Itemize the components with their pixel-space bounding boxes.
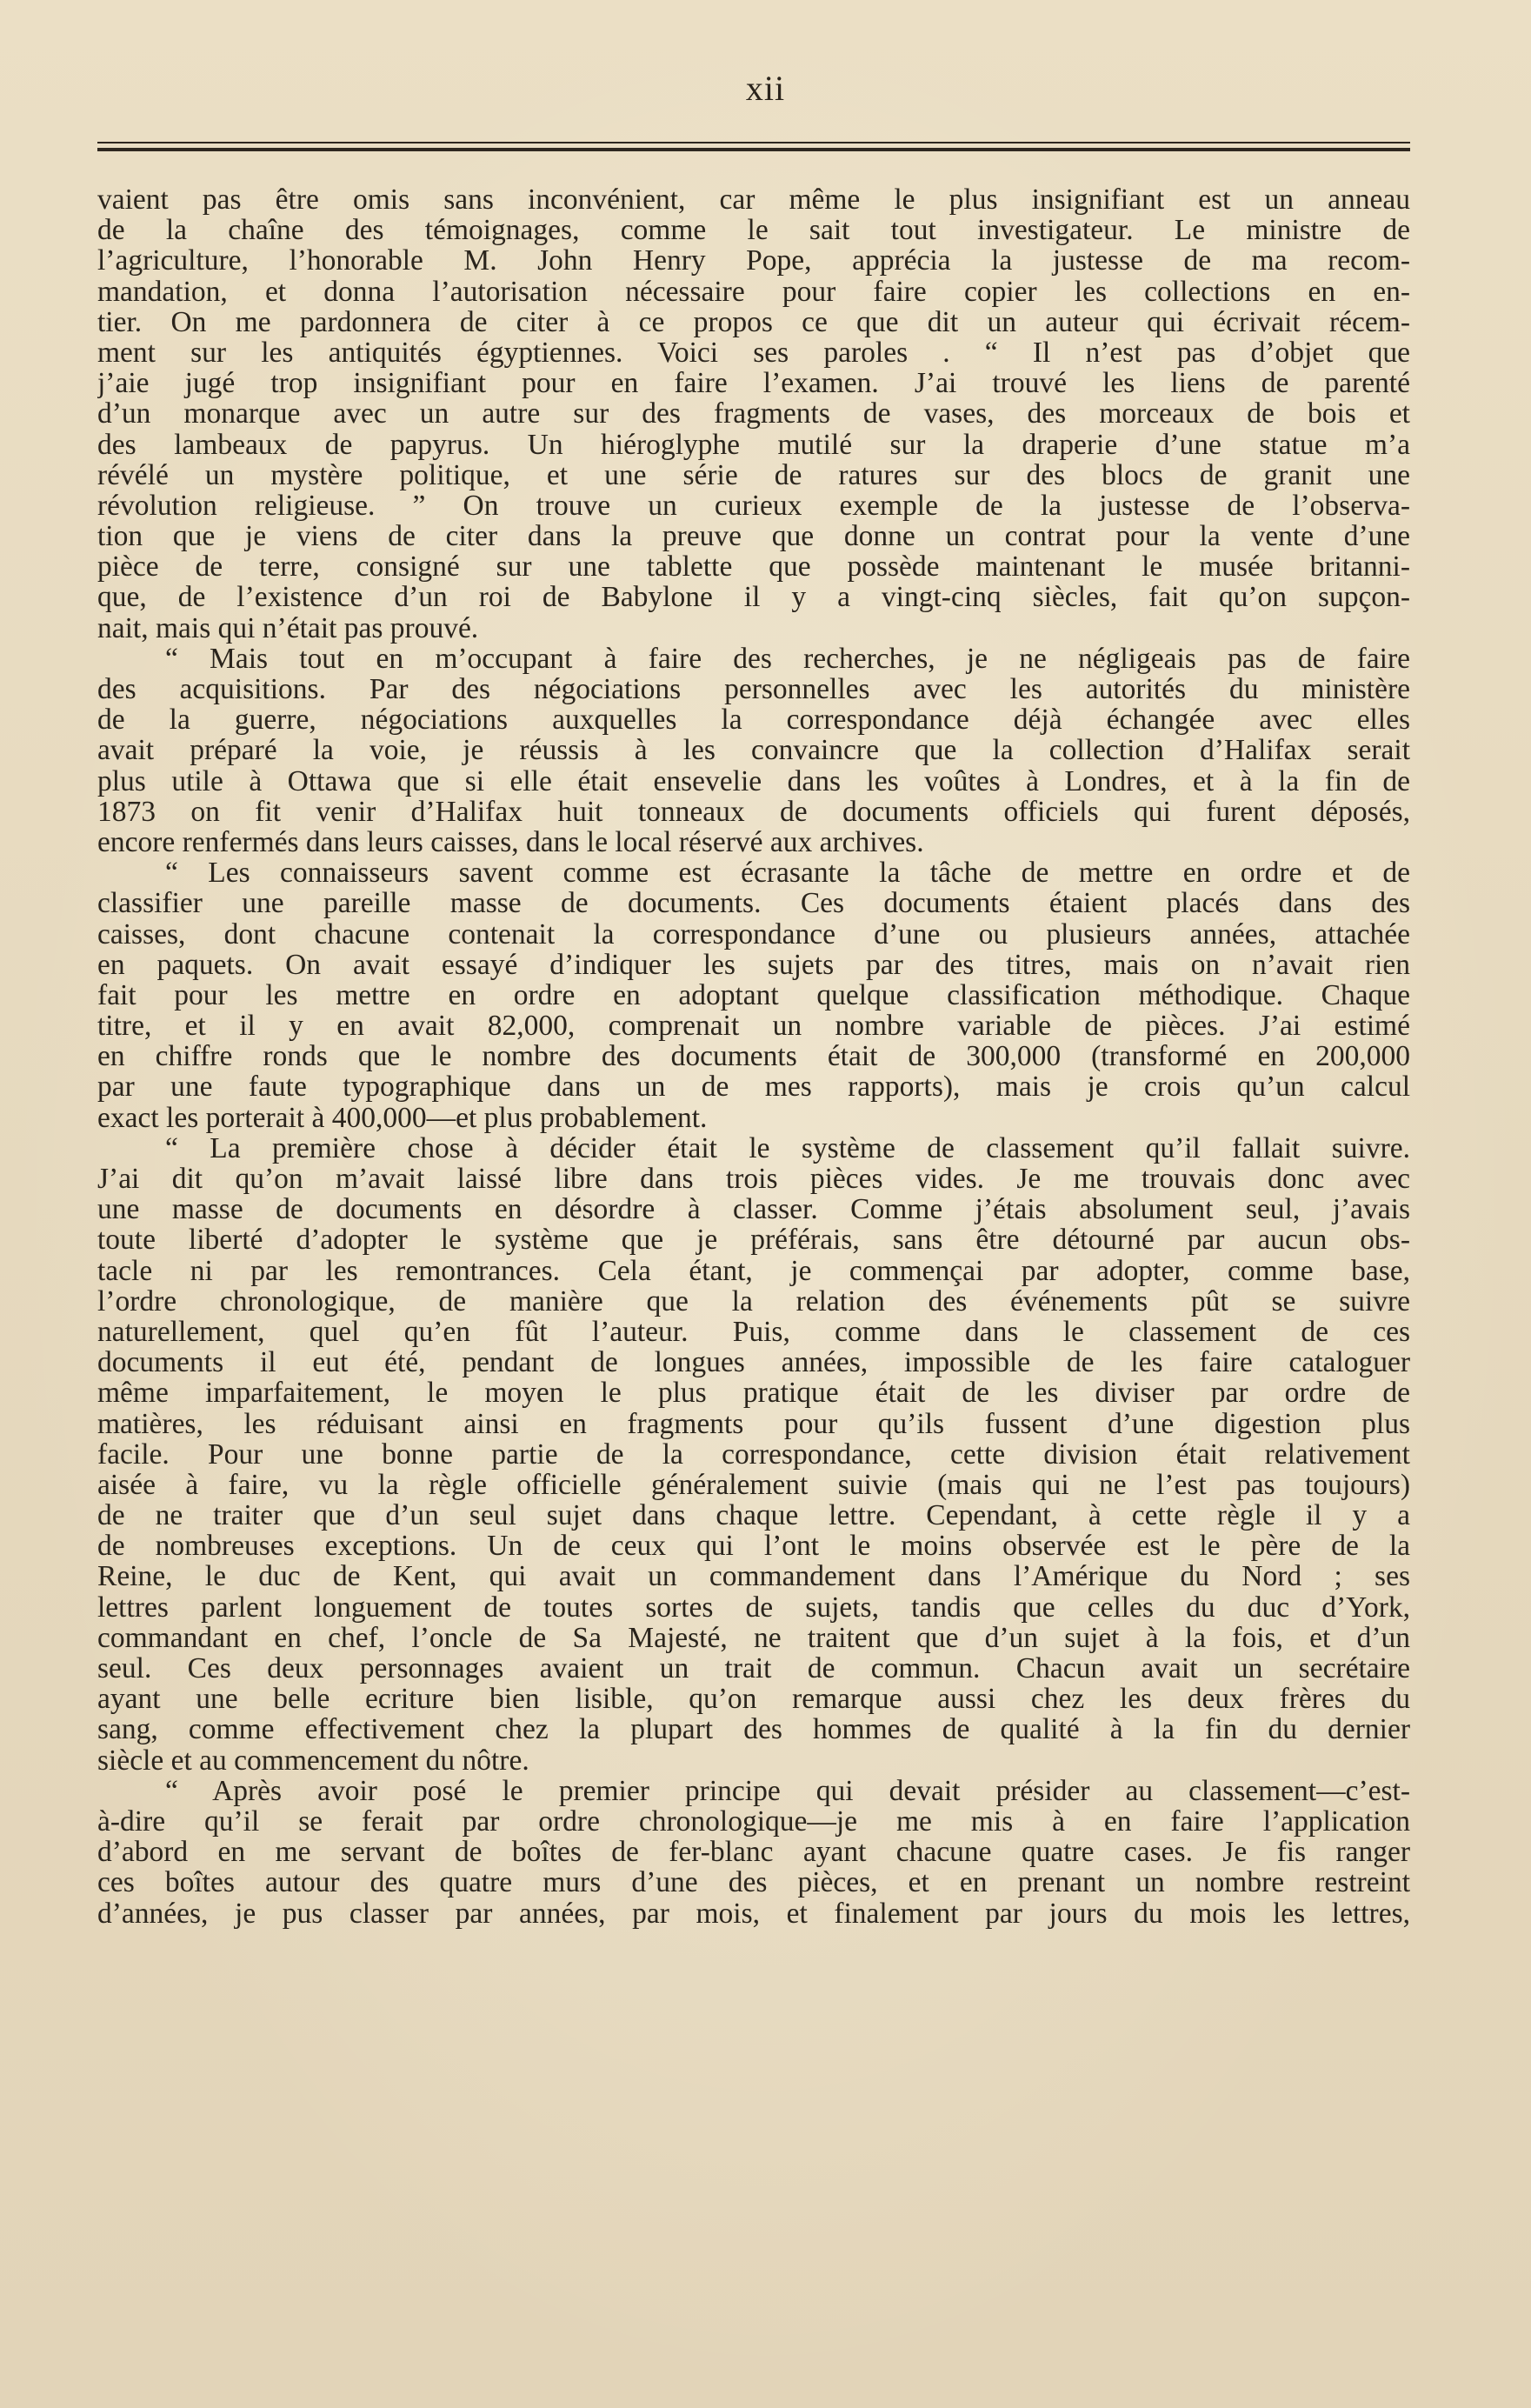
- text-line: l’agriculture, l’honorable M. John Henry Pope, apprécia la justesse de ma recom-: [97, 245, 1410, 277]
- text-line: de la chaîne des témoignages, comme le sait tout investigateur. Le ministre de: [97, 215, 1410, 246]
- text-line: naturellement, quel qu’en fût l’auteur. Puis, comme dans le classement de ces: [97, 1316, 1410, 1348]
- text-line: siècle et au commencement du nôtre.: [97, 1744, 529, 1776]
- text-line: aisée à faire, vu la règle officielle généralement suivie (mais qui ne l’est pas toujours): [97, 1469, 1410, 1501]
- text-line: classifier une pareille masse de documents. Ces documents étaient placés dans des: [97, 888, 1410, 919]
- text-line: “ Après avoir posé le premier principe qui devait présider au classement—c’est-: [165, 1775, 1410, 1806]
- text-line: caisses, dont chacune contenait la correspondance d’une ou plusieurs années, attachée: [97, 918, 1410, 950]
- text-line: d’années, je pus classer par années, par mois, et finalement par jours du mois les lettres,: [97, 1898, 1410, 1929]
- text-line: une masse de documents en désordre à classer. Comme j’étais absolument seul, j’avais: [97, 1194, 1410, 1225]
- text-line: ayant une belle ecriture bien lisible, qu’on remarque aussi chez les deux frères du: [97, 1684, 1410, 1715]
- body-text: [97, 184, 1410, 1929]
- text-line: avait préparé la voie, je réussis à les convaincre que la collection d’Halifax serait: [97, 735, 1410, 766]
- text-line: vaient pas être omis sans inconvénient, car même le plus insignifiant est un anneau: [97, 184, 1410, 216]
- text-line: commandant en chef, l’oncle de Sa Majesté, ne traitent que d’un sujet à la fois, et d’un: [97, 1622, 1410, 1653]
- text-line: titre, et il y en avait 82,000, comprenait un nombre variable de pièces. J’ai estimé: [97, 1011, 1410, 1042]
- text-line: matières, les réduisant ainsi en fragments pour qu’ils fussent d’une digestion plus: [97, 1408, 1410, 1439]
- text-line: de la guerre, négociations auxquelles la correspondance déjà échangée avec elles: [97, 704, 1410, 736]
- header-rule-thin: [97, 142, 1410, 143]
- text-line: révolution religieuse. ” On trouve un curieux exemple de la justesse de l’observa-: [97, 490, 1410, 522]
- text-line: plus utile à Ottawa que si elle était ensevelie dans les voûtes à Londres, et à la fin de: [97, 765, 1410, 797]
- text-line: d’abord en me servant de boîtes de fer-blanc ayant chacune quatre cases. Je fis ranger: [97, 1837, 1410, 1868]
- text-line: Reine, le duc de Kent, qui avait un commandement dans l’Amérique du Nord ; ses: [97, 1561, 1410, 1592]
- text-line: ces boîtes autour des quatre murs d’une des pièces, et en prenant un nombre restreint: [97, 1867, 1410, 1898]
- text-line: 1873 on fit venir d’Halifax huit tonneaux de documents officiels qui furent déposés,: [97, 796, 1410, 827]
- text-line: mandation, et donna l’autorisation nécessaire pour faire copier les collections en en-: [97, 276, 1410, 307]
- text-line: en paquets. On avait essayé d’indiquer les sujets par des titres, mais on n’avait rien: [97, 949, 1410, 980]
- text-line: documents il eut été, pendant de longues années, impossible de les faire cataloguer: [97, 1347, 1410, 1378]
- text-line: par une faute typographique dans un de mes rapports), mais je crois qu’un calcul: [97, 1071, 1410, 1103]
- text-line: de ne traiter que d’un seul sujet dans chaque lettre. Cependant, à cette règle il y a: [97, 1500, 1410, 1531]
- text-line: lettres parlent longuement de toutes sortes de sujets, tandis que celles du duc d’York,: [97, 1591, 1410, 1623]
- text-line: toute liberté d’adopter le système que je préférais, sans être détourné par aucun obs-: [97, 1224, 1410, 1256]
- text-line: J’ai dit qu’on m’avait laissé libre dans trois pièces vides. Je me trouvais donc avec: [97, 1164, 1410, 1195]
- text-line: tion que je viens de citer dans la preuve que donne un contrat pour la vente d’une: [97, 521, 1410, 552]
- text-line: “ Mais tout en m’occupant à faire des recherches, je ne négligeais pas de faire: [165, 643, 1410, 674]
- header-rule-thick: [97, 148, 1410, 151]
- text-line: sang, comme effectivement chez la plupart des hommes de qualité à la fin du dernier: [97, 1714, 1410, 1745]
- text-line: en chiffre ronds que le nombre des documents était de 300,000 (transformé en 200,000: [97, 1041, 1410, 1072]
- text-line: ment sur les antiquités égyptiennes. Voici ses paroles . “ Il n’est pas d’objet que: [97, 337, 1410, 369]
- text-line: j’aie jugé trop insignifiant pour en faire l’examen. J’ai trouvé les liens de parenté: [97, 368, 1410, 399]
- text-line: fait pour les mettre en ordre en adoptant quelque classification méthodique. Chaque: [97, 979, 1410, 1011]
- text-line: encore renfermés dans leurs caisses, dans le local réservé aux archives.: [97, 826, 924, 858]
- text-line: tacle ni par les remontrances. Cela étant, je commençai par adopter, comme base,: [97, 1255, 1410, 1286]
- text-line: pièce de terre, consigné sur une tablette que possède maintenant le musée britanni-: [97, 551, 1410, 583]
- text-line: révélé un mystère politique, et une série de ratures sur des blocs de granit une: [97, 459, 1410, 490]
- text-line: nait, mais qui n’était pas prouvé.: [97, 612, 479, 644]
- text-line: l’ordre chronologique, de manière que la relation des événements pût se suivre: [97, 1285, 1410, 1317]
- text-line: tier. On me pardonnera de citer à ce propos ce que dit un auteur qui écrivait récem-: [97, 306, 1410, 337]
- text-line: “ La première chose à décider était le système de classement qu’il fallait suivre.: [165, 1132, 1410, 1164]
- text-line: d’un monarque avec un autre sur des fragments de vases, des morceaux de bois et: [97, 398, 1410, 430]
- text-line: exact les porterait à 400,000—et plus probablement.: [97, 1102, 708, 1133]
- text-line: même imparfaitement, le moyen le plus pratique était de les diviser par ordre de: [97, 1377, 1410, 1409]
- text-line: à-dire qu’il se ferait par ordre chronologique—je me mis à en faire l’application: [97, 1805, 1410, 1838]
- text-line: facile. Pour une bonne partie de la correspondance, cette division était relativement: [97, 1438, 1410, 1470]
- text-line: de nombreuses exceptions. Un de ceux qui l’ont le moins observée est le père de la: [97, 1531, 1410, 1562]
- text-line: des acquisitions. Par des négociations personnelles avec les autorités du ministère: [97, 674, 1410, 705]
- text-line: des lambeaux de papyrus. Un hiéroglyphe mutilé sur la draperie d’une statue m’a: [97, 429, 1410, 460]
- text-line: que, de l’existence d’un roi de Babylone il y a vingt-cinq siècles, fait qu’on supçon-: [97, 582, 1410, 613]
- text-line: “ Les connaisseurs savent comme est écrasante la tâche de mettre en ordre et de: [165, 857, 1410, 889]
- text-line: seul. Ces deux personnages avaient un trait de commun. Chacun avait un secrétaire: [97, 1653, 1410, 1684]
- page-number: xii: [745, 69, 786, 108]
